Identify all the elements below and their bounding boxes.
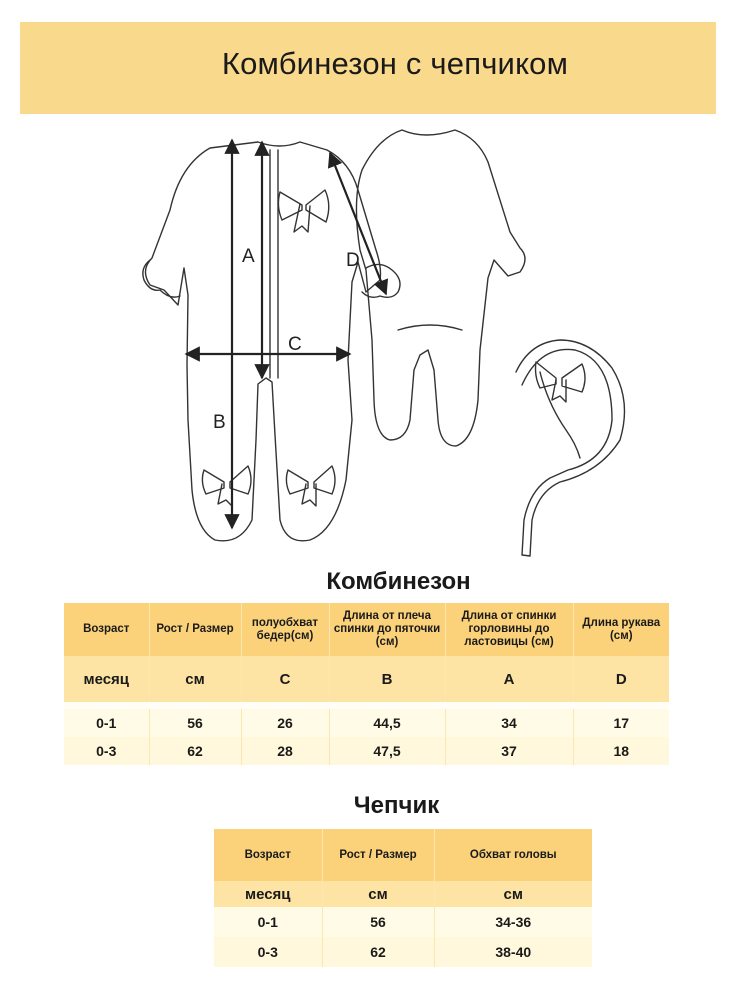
page-title: Комбинезон с чепчиком	[221, 46, 569, 81]
table-row	[64, 737, 669, 765]
table-cell: 62	[149, 737, 241, 765]
table-cell: 0-3	[214, 937, 322, 967]
header-cell: Обхват головы	[434, 829, 592, 881]
unit-cell: D	[573, 656, 669, 702]
cuff-left	[143, 260, 180, 297]
overall-title: Комбинезон	[326, 568, 471, 595]
table-row	[64, 709, 669, 737]
table-cell: 34	[445, 709, 573, 737]
bonnet-size-table	[214, 829, 592, 967]
table-cell: 37	[445, 737, 573, 765]
table-cell: 0-1	[214, 907, 322, 937]
table-cell: 47,5	[329, 737, 445, 765]
table-cell: 0-1	[64, 709, 149, 737]
table-cell: 34-36	[434, 907, 592, 937]
label-c: C	[288, 334, 302, 355]
header-cell: Длина от спинки горловины до ластовицы (см)	[445, 603, 573, 656]
foot-bow-left	[202, 466, 251, 494]
table-cell: 28	[241, 737, 329, 765]
table-cell: 62	[322, 937, 434, 967]
table-row	[214, 937, 592, 967]
bonnet-bow	[536, 362, 586, 392]
measure-d-arrow	[330, 153, 386, 294]
unit-cell: см	[322, 881, 434, 907]
label-d: D	[346, 250, 360, 271]
label-b: B	[213, 412, 226, 433]
table-units-row	[64, 656, 669, 702]
unit-cell: B	[329, 656, 445, 702]
table-cell: 0-3	[64, 737, 149, 765]
foot-bow-right	[286, 466, 335, 494]
table-cell: 56	[322, 907, 434, 937]
header-cell: Возраст	[64, 603, 149, 656]
unit-cell: месяц	[64, 656, 149, 702]
label-a: A	[242, 246, 255, 267]
table-units-row	[214, 881, 592, 907]
table-cell: 18	[573, 737, 669, 765]
title-band	[20, 22, 716, 114]
table-cell: 44,5	[329, 709, 445, 737]
overall-size-table	[64, 603, 669, 765]
romper-back-outline	[356, 130, 525, 446]
unit-cell: см	[149, 656, 241, 702]
back-flap	[398, 325, 462, 330]
garment-diagram	[0, 120, 733, 560]
unit-cell: см	[434, 881, 592, 907]
chest-bow	[278, 190, 328, 222]
table-cell: 26	[241, 709, 329, 737]
table-header-row	[64, 603, 669, 656]
bonnet-title: Чепчик	[353, 792, 440, 819]
header-cell: Длина от плеча спинки до пяточки (см)	[329, 603, 445, 656]
header-cell: Рост / Размер	[149, 603, 241, 656]
header-cell: Длина рукава (см)	[573, 603, 669, 656]
unit-cell: A	[445, 656, 573, 702]
table-cell: 17	[573, 709, 669, 737]
header-cell: Рост / Размер	[322, 829, 434, 881]
unit-cell: месяц	[214, 881, 322, 907]
table-cell: 56	[149, 709, 241, 737]
header-cell: полуобхват бедер(см)	[241, 603, 329, 656]
table-cell: 38-40	[434, 937, 592, 967]
table-row	[214, 907, 592, 937]
table-header-row	[214, 829, 592, 881]
header-cell: Возраст	[214, 829, 322, 881]
unit-cell: C	[241, 656, 329, 702]
